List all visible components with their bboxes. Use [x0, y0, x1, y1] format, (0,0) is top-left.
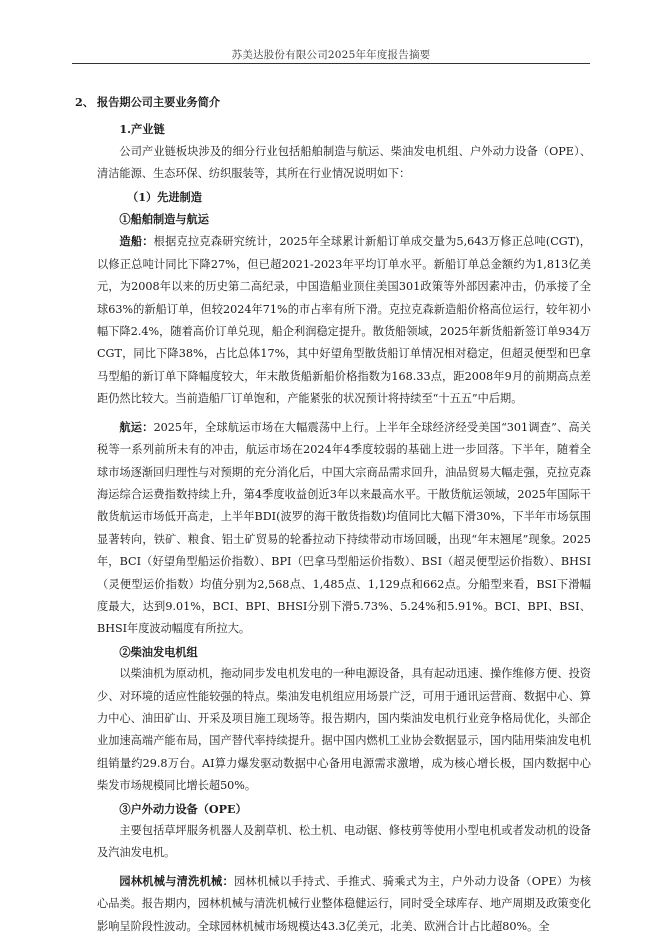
shipping-paragraph: [97, 416, 591, 641]
shipbuilding-paragraph: [97, 230, 591, 410]
industry-chain-heading: 1.产业链: [119, 122, 165, 137]
section-title: 报告期公司主要业务简介: [97, 95, 221, 109]
advanced-manufacturing-heading: （1）先进制造: [127, 189, 202, 204]
industry-chain-intro: 公司产业链板块涉及的细分行业包括船舶制造与航运、柴油发电机组、户外动力设备（OPE）、清洁能源、生态环保、纺织服装等，其所在行业情况说明如下：: [97, 144, 591, 181]
shipbuilding-heading: ①船舶制造与航运: [119, 212, 209, 227]
header-rule: [72, 63, 590, 64]
ope-paragraph: 主要包括草坪服务机器人及割草机、松土机、电动锯、修枝剪等使用小型电机或者发动机的设备及汽油发电机。: [97, 824, 591, 860]
shipbuilding-lead: 造船：: [119, 234, 154, 249]
section-heading: [75, 91, 591, 113]
diesel-paragraph: 以柴油机为原动机，拖动同步发电机发电的一种电源设备，具有起动迅速、操作维修方便、投资少、对环境的适应性能较强的特点。柴油发电机组应用场景广泛，可用于通讯运营商、数据中心、算力中心、油田矿山、开采及项目施工现场等。报告期内，国内柴油发电机行业竞争格局优化，头部企业加速高端产能布局，国产替代率持续提升。据中国内燃机工业协会数据显示，国内陆用柴油发电机组销量约29.8万台。AI算力爆发驱动数据中心备用电源需求激增，成为核心增长极，国内数据中心柴发市场规模同比增长超50%。: [97, 667, 591, 793]
garden-machinery-paragraph: [97, 870, 591, 938]
garden-machinery-text: 园林机械以手持式、手推式、骑乘式为主，户外动力设备（OPE）为核心品类。报告期内，园林机械与清洗机械行业整体稳健运行，同时受全球库存、地产周期及政策变化影响呈阶段性波动。全球园林机械市场规模达43.3亿美元，北美、欧洲合计占比超80%。全: [97, 874, 591, 933]
section-number: 2、: [75, 95, 94, 109]
ope-heading: ③户外动力设备（OPE）: [119, 801, 247, 816]
report-body: [75, 91, 591, 938]
diesel-heading: ②柴油发电机组: [119, 644, 198, 659]
running-header: 苏美达股份有限公司2025年年度报告摘要: [231, 49, 431, 61]
shipping-text: 2025年，全球航运市场在大幅震荡中上行。上半年全球经济经受美国“301调查”、高关税等一系列前所未有的冲击，航运市场在2024年4季度较弱的基础上进一步回落。下半年，随着全球市场逐渐回归理性与对预期的充分消化后，中国大宗商品需求回升，油品贸易大幅走强，克拉克森海运综合运费指数持续上升，第4季度收益创近3年以来最高水平。干散货航运领域，2025年国际干散货航运市场低开高走，上半年BDI(波罗的海干散货指数)均值同比大幅下滑30%，下半年市场氛围显著转向，铁矿、粮食、铝土矿贸易的轮番拉动下持续带动市场回暖，出现“年末翘尾”现象。2025年，BCI（好望角型船运价指数）、BPI（巴拿马型船运价指数）、BSI（超灵便型运价指数）、BHSI（灵便型运价指数）均值分别为2,568点、1,485点、1,129点和662点。分船型来看，BSI下滑幅度最大，达到9.01%，BCI、BPI、BHSI分别下滑5.73%、5.24%和5.91%。BCI、BPI、BSI、BHSI年度波动幅度有所拉大。: [97, 420, 591, 636]
shipbuilding-text: 根据克拉克森研究统计，2025年全球累计新船订单成交量为5,643万修正总吨(CGT)，以修正总吨计同比下降27%，但已超2021-2023年平均订单水平。新船订单总金额约为1,813亿美元，为2008年以来的历史第二高纪录，中国造船业顶住美国301政策等外部因素冲击，仍承接了全球63%的新船订单，但较2024年71%的市占率有所下滑。克拉克森新造船价格高位运行，较年初小幅下降2.4%，随着高价订单兑现，船企利润稳定提升。散货船领域，2025年新货船新签订单934万CGT，同比下降38%，占比总体17%，其中好望角型散货船订单情况相对稳定，但超灵便型和巴拿马型船的新订单下降幅度较大，年末散货船新船价格指数为168.33点，距2008年9月的前期高点差距仍然比较大。当前造船厂订单饱和，产能紧张的状况预计将持续至“十五五”中后期。: [97, 235, 591, 406]
shipping-lead: 航运：: [119, 419, 154, 434]
garden-machinery-lead: 园林机械与清洗机械：: [119, 873, 234, 888]
